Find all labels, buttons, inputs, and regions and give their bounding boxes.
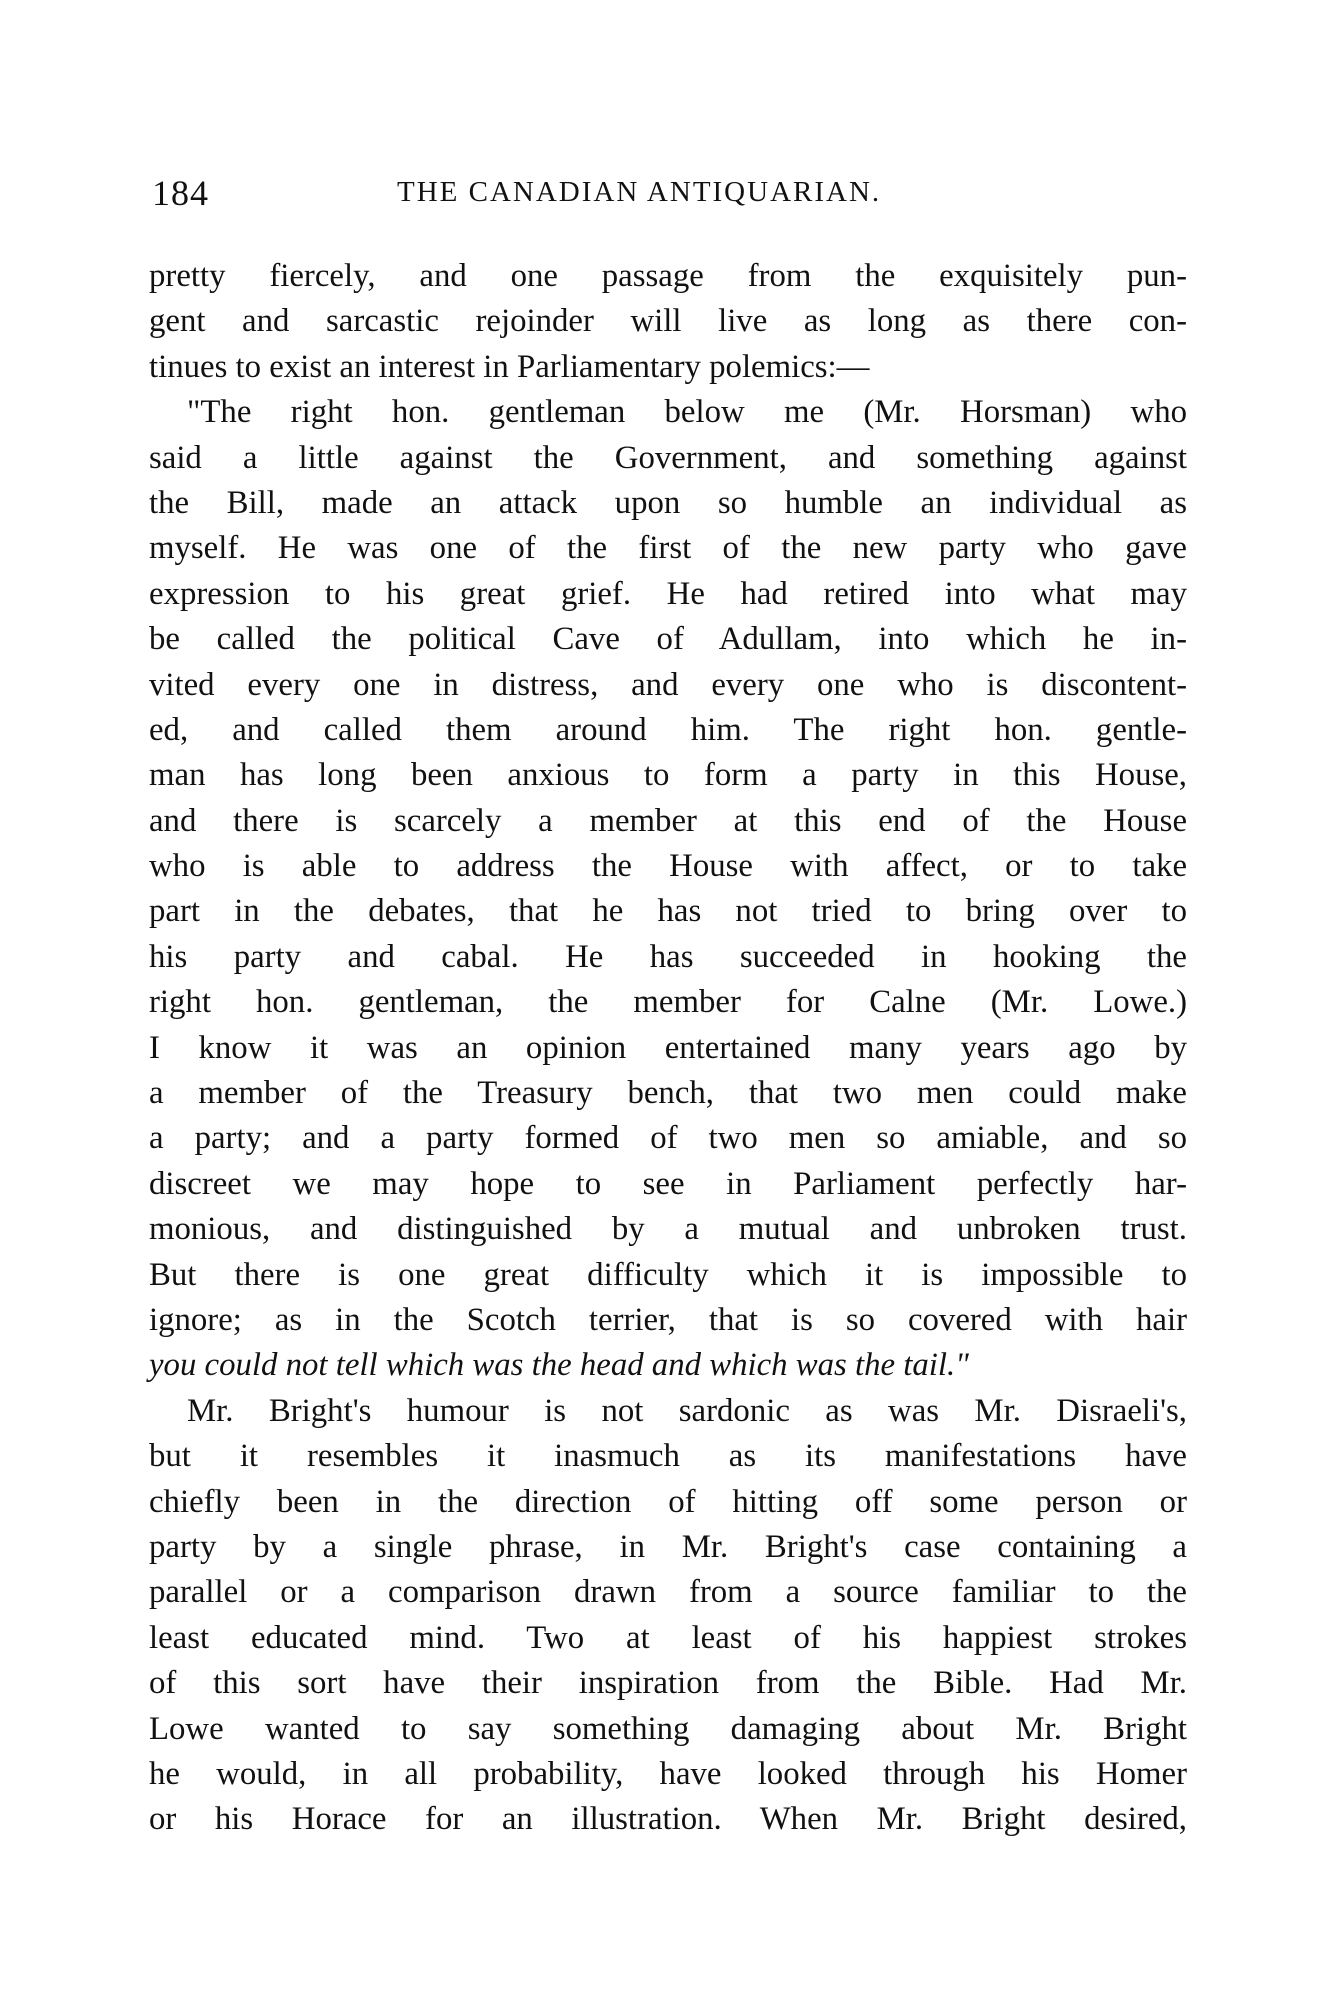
text-line: gent and sarcastic rejoinder will live as long as there con- [149, 303, 1187, 340]
text-line: ignore; as in the Scotch terrier, that is so covered with hair [149, 1301, 1187, 1338]
text-line: his party and cabal. He has succeeded in hooking the [149, 938, 1187, 975]
text-line: Mr. Bright's humour is not sardonic as was Mr. Disraeli's, [187, 1392, 1187, 1429]
text-line: vited every one in distress, and every one who is discontent- [149, 666, 1187, 703]
text-line: a member of the Treasury bench, that two men could make [149, 1075, 1187, 1112]
running-title: THE CANADIAN ANTIQUARIAN. [397, 176, 882, 208]
text-line: said a little against the Government, and something against [149, 439, 1187, 476]
text-line: man has long been anxious to form a party in this House, [149, 757, 1187, 794]
text-line: monious, and distinguished by a mutual and unbroken trust. [149, 1211, 1187, 1248]
text-line: and there is scarcely a member at this end of the House [149, 802, 1187, 839]
text-line: part in the debates, that he has not tried to bring over to [149, 893, 1187, 930]
text-line: who is able to address the House with affect, or to take [149, 848, 1187, 885]
text-line: I know it was an opinion entertained many years ago by [149, 1029, 1187, 1066]
text-line: chiefly been in the direction of hitting off some person or [149, 1483, 1187, 1520]
text-line: pretty fiercely, and one passage from the exquisitely pun- [149, 258, 1187, 294]
text-line: party by a single phrase, in Mr. Bright's case containing a [149, 1528, 1187, 1565]
text-line: least educated mind. Two at least of his happiest strokes [149, 1619, 1187, 1656]
text-line: myself. He was one of the first of the new party who gave [149, 530, 1187, 567]
text-line: discreet we may hope to see in Parliament perfectly har- [149, 1165, 1187, 1202]
text-line: a party; and a party formed of two men so amiable, and so [149, 1120, 1187, 1157]
text-line: "The right hon. gentleman below me (Mr. Horsman) who [187, 394, 1187, 431]
text-line: parallel or a comparison drawn from a source familiar to the [149, 1574, 1187, 1611]
text-line: expression to his great grief. He had retired into what may [149, 575, 1187, 612]
text-line: of this sort have their inspiration from the Bible. Had Mr. [149, 1665, 1187, 1702]
text-line: tinues to exist an interest in Parliamentary polemics:— [149, 348, 870, 385]
text-line: be called the political Cave of Adullam, into which he in- [149, 621, 1187, 658]
text-line: he would, in all probability, have looked through his Homer [149, 1755, 1187, 1792]
text-line: right hon. gentleman, the member for Calne (Mr. Lowe.) [149, 984, 1187, 1021]
text-line: the Bill, made an attack upon so humble an individual as [149, 484, 1187, 521]
page-number: 184 [152, 173, 209, 213]
text-line: you could not tell which was the head and which was the tail." [149, 1347, 969, 1384]
text-line: Lowe wanted to say something damaging about Mr. Bright [149, 1710, 1187, 1747]
text-line: But there is one great difficulty which it is impossible to [149, 1256, 1187, 1293]
page-header [152, 172, 1186, 222]
body-text [149, 254, 1187, 1843]
text-line: ed, and called them around him. The right hon. gentle- [149, 711, 1187, 748]
text-line: or his Horace for an illustration. When Mr. Bright desired, [149, 1801, 1187, 1838]
text-line: but it resembles it inasmuch as its manifestations have [149, 1438, 1187, 1475]
